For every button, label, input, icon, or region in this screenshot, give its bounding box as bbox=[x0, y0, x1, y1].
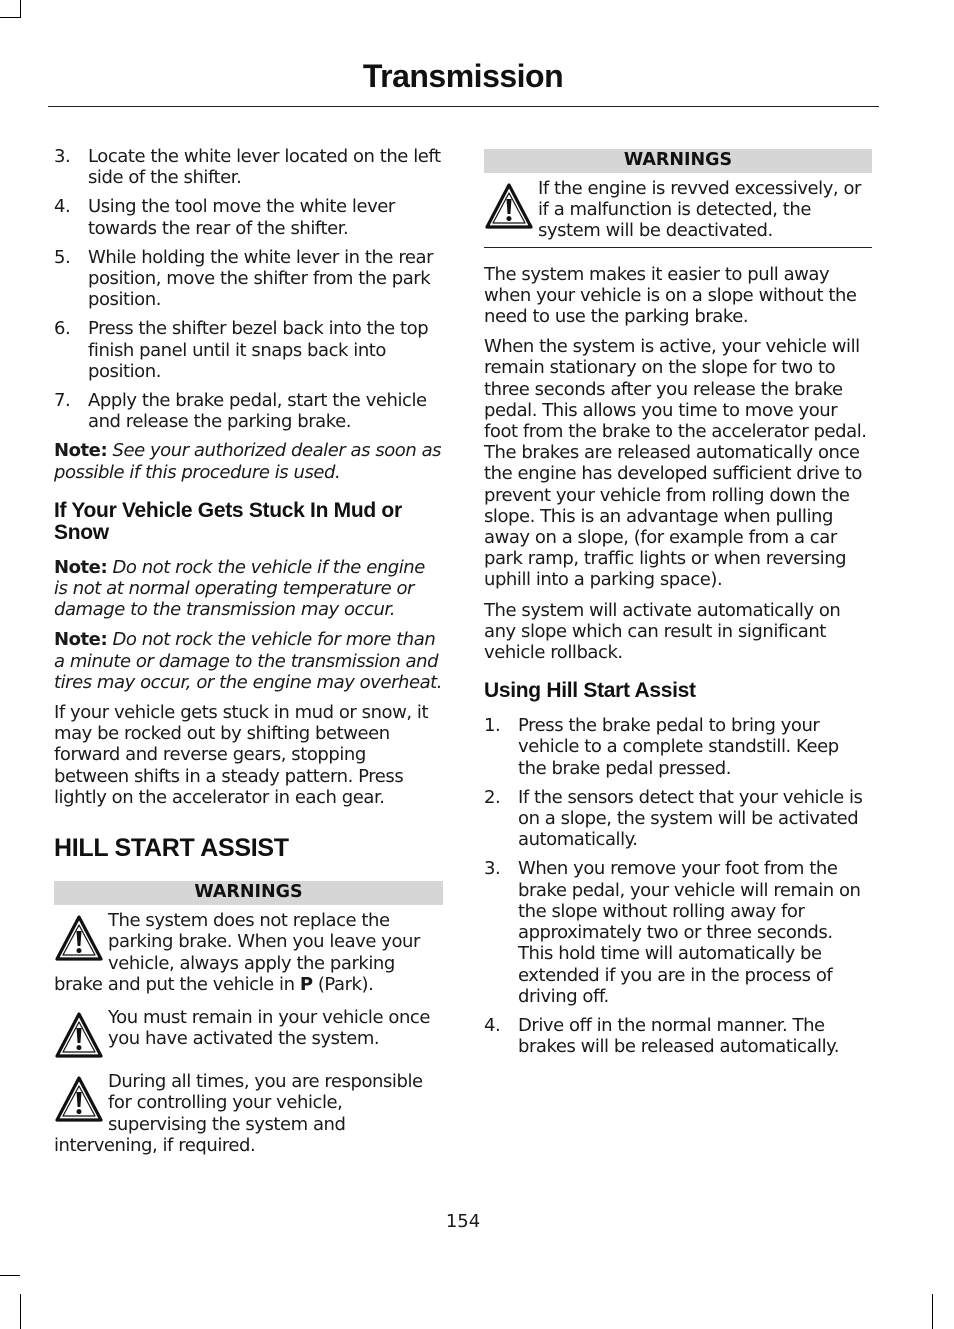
note-text: Do not rock the vehicle if the engine is not at normal operating temperature or damage to the transmission may occur. bbox=[54, 556, 425, 621]
step-number: 1. bbox=[484, 715, 501, 737]
warning-text: (Park). bbox=[312, 973, 374, 995]
step-number: 3. bbox=[54, 146, 71, 167]
warning-item bbox=[54, 910, 443, 995]
step-text: When you remove your foot from the brake pedal, your vehicle will remain on the slope without rolling away for approximately two or three seconds. This hold time will automatically be extended if you are in the process of driving off. bbox=[518, 858, 861, 1007]
warning-text: The system does not replace the parking brake. When you leave your vehicle, always apply the parking brake and put the vehicle in bbox=[54, 910, 420, 995]
step-number: 3. bbox=[484, 858, 501, 880]
list-item bbox=[484, 787, 872, 851]
warning-triangle-icon bbox=[54, 914, 104, 962]
list-item bbox=[54, 146, 443, 188]
step-text: Locate the white lever located on the left side of the shifter. bbox=[88, 146, 441, 189]
note bbox=[54, 629, 443, 693]
warning-item bbox=[54, 1071, 443, 1156]
warning-text: If the engine is revved excessively, or if a malfunction is detected, the system will be deactivated. bbox=[538, 178, 861, 242]
section-heading: HILL START ASSIST bbox=[54, 834, 289, 863]
step-number: 2. bbox=[484, 786, 501, 808]
crop-mark bbox=[0, 17, 20, 18]
park-gear-label: P bbox=[299, 973, 313, 995]
list-item bbox=[54, 247, 443, 311]
body-paragraph: The system makes it easier to pull away when your vehicle is on a slope without the need to use the parking brake. bbox=[484, 263, 857, 328]
right-column bbox=[484, 146, 872, 1065]
step-text: Drive off in the normal manner. The brakes will be released automatically. bbox=[518, 1014, 840, 1058]
warning-triangle-icon bbox=[54, 1075, 104, 1123]
crop-mark bbox=[20, 1294, 21, 1329]
step-text: If the sensors detect that your vehicle is on a slope, the system will be activated automatically. bbox=[518, 786, 863, 851]
note-text: See your authorized dealer as soon as possible if this procedure is used. bbox=[54, 440, 442, 483]
warning-item bbox=[484, 178, 872, 242]
using-heading: Using Hill Start Assist bbox=[484, 679, 696, 703]
warning-text: You must remain in your vehicle once you have activated the system. bbox=[108, 1007, 430, 1050]
list-item bbox=[484, 858, 872, 1006]
warning-item bbox=[54, 1007, 443, 1059]
crop-mark bbox=[932, 1294, 933, 1329]
step-text: Apply the brake pedal, start the vehicle and release the parking brake. bbox=[88, 390, 427, 433]
step-number: 7. bbox=[54, 390, 71, 412]
stuck-paragraph: If your vehicle gets stuck in mud or snow, it may be rocked out by shifting between forward and reverse gears, stopping between shifts in a steady pattern. Press lightly on the accelerator in each gear. bbox=[54, 702, 429, 808]
page-title: Transmission bbox=[362, 58, 564, 94]
list-item bbox=[484, 715, 872, 779]
note bbox=[54, 557, 443, 621]
note-text: Do not rock the vehicle for more than a minute or damage to the transmission and tires may occur, or the engine may overheat. bbox=[54, 629, 443, 693]
list-item bbox=[54, 318, 443, 382]
step-number: 5. bbox=[54, 246, 71, 268]
left-column bbox=[54, 146, 443, 1168]
step-text: Using the tool move the white lever towards the rear of the shifter. bbox=[88, 196, 395, 239]
warning-triangle-icon bbox=[54, 1011, 104, 1059]
step-text: Press the shifter bezel back into the top finish panel until it snaps back into position. bbox=[88, 318, 429, 382]
list-item bbox=[54, 390, 443, 432]
step-number: 6. bbox=[54, 318, 71, 340]
note-label: Note: bbox=[54, 440, 108, 462]
warning-divider bbox=[484, 247, 872, 248]
list-item bbox=[54, 196, 443, 238]
warning-text: During all times, you are responsible for controlling your vehicle, supervising the system and intervening, if required. bbox=[54, 1071, 423, 1156]
page-number: 154 bbox=[445, 1211, 481, 1232]
list-item bbox=[484, 1015, 872, 1057]
crop-mark bbox=[0, 1275, 20, 1276]
step-text: Press the brake pedal to bring your vehicle to a complete standstill. Keep the brake pedal pressed. bbox=[518, 715, 839, 779]
procedure-steps bbox=[54, 146, 443, 432]
using-steps bbox=[484, 715, 872, 1057]
warnings-header: WARNINGS bbox=[484, 149, 872, 173]
note-label: Note: bbox=[54, 629, 108, 651]
step-text: While holding the white lever in the rear position, move the shifter from the park position. bbox=[88, 246, 434, 311]
note bbox=[54, 440, 443, 482]
body-paragraph: The system will activate automatically on any slope which can result in significant vehicle rollback. bbox=[484, 599, 841, 664]
note-label: Note: bbox=[54, 556, 108, 578]
warnings-header: WARNINGS bbox=[54, 881, 443, 905]
warning-triangle-icon bbox=[484, 182, 534, 230]
crop-mark bbox=[20, 0, 21, 18]
step-number: 4. bbox=[54, 196, 71, 218]
stuck-heading: If Your Vehicle Gets Stuck In Mud or Snow bbox=[54, 498, 402, 544]
step-number: 4. bbox=[484, 1014, 501, 1036]
body-paragraph: When the system is active, your vehicle will remain stationary on the slope for two to three seconds after you release the brake pedal. This allows you time to move your foot from the brake to the accelerator pedal. The brakes are released automatically once the engine has developed sufficient drive to prevent your vehicle from rolling down the slope. This is an advantage when pulling away on a slope, (for example from a car park ramp, traffic lights or when reversing uphill into a parking space). bbox=[484, 336, 867, 591]
title-divider bbox=[48, 106, 879, 107]
